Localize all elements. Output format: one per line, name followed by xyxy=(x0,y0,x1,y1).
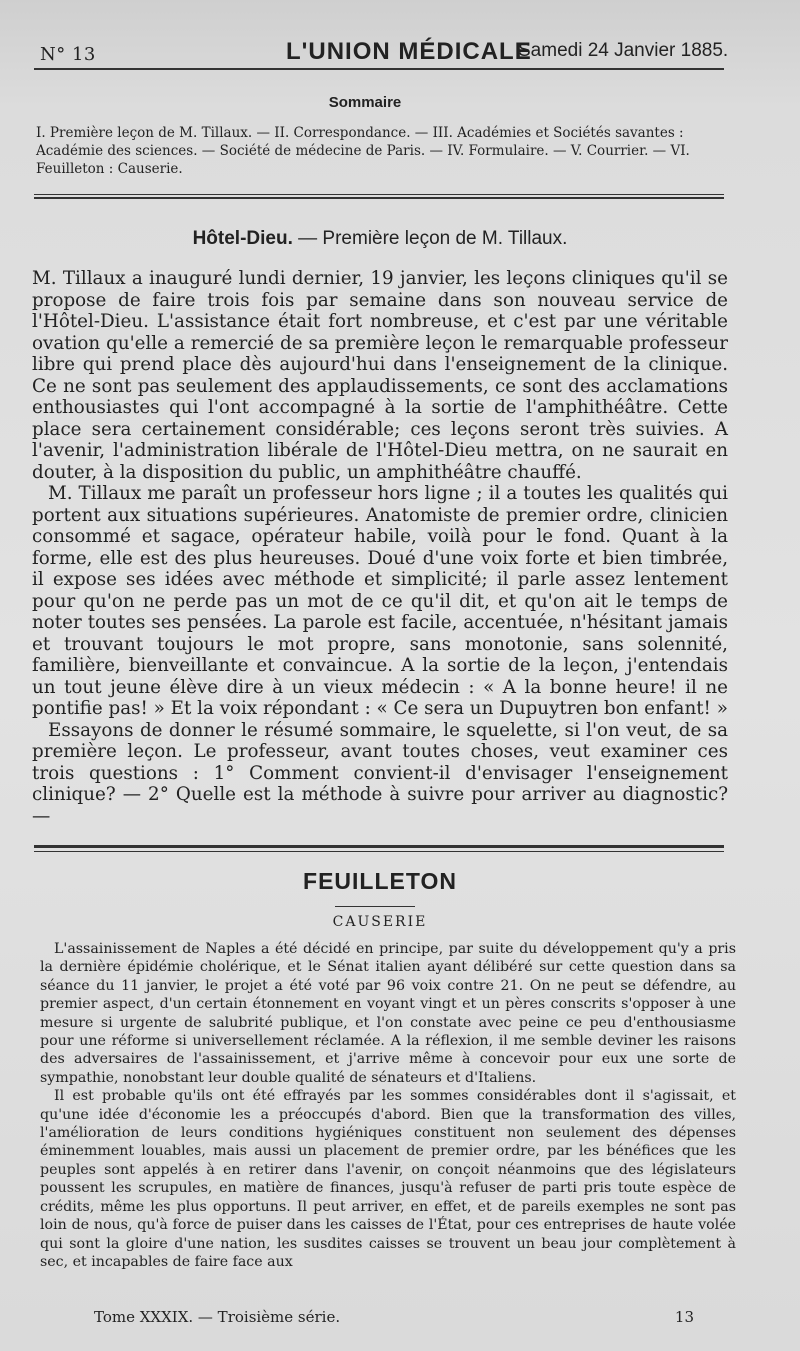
causerie-rule xyxy=(335,906,415,907)
feuilleton-rule-thin xyxy=(34,851,724,852)
article-paragraph: M. Tillaux me paraît un professeur hors ligne ; il a toutes les qualités qui portent aux situations supérieures. Anatomiste de premier ordre, clinicien consommé et sagace, opérateur habile, voilà pour le fond. Quant à la forme, elle est des plus heureuses. Doué d'une voix forte et bien timbrée, il expose ses idées avec méthode et simplicité; il parle assez lentement pour qu'on ne perde pas un mot de ce qu'il dit, et qu'on ait le temps de noter toutes ses pensées. La parole est facile, accentuée, n'hésitant jamais et trouvant toujours le mot propre, sans monotonie, sans solennité, familière, bienveillante et convaincue. A la sortie de la leçon, j'entendais un tout jeune élève dire à un vieux médecin : « A la bonne heure! il ne pontifie pas! » Et la voix répondant : « Ce sera un Dupuytren bon enfant! » xyxy=(32,483,728,719)
feuilleton-paragraph: Il est probable qu'ils ont été effrayés par les sommes considérables dont il s'agissait, et qu'une idée d'économie les a préoccupés d'abord. Bien que la transformation des villes, l'amélioration de leurs conditions hygiéniques constituent non seulement des dépenses éminemment louables, mais aussi un placement de premier ordre, par les bénéfices que les peuples sont appelés à en retirer dans l'avenir, on conçoit néanmoins que des législateurs poussent les scrupules, en matière de finances, jusqu'à refuser de parti pris toute espèce de crédits, même les plus opportuns. Il peut arriver, en effet, et de pareils exemples ne sont pas loin de nous, qu'à force de puiser dans les caisses de l'État, pour ces entreprises de haute volée qui sont la gloire d'une nation, les susdites caisses se trouvent un beau jour complètement à sec, et incapables de faire face aux xyxy=(40,1088,736,1270)
journal-title: L'UNION MÉDICALE xyxy=(286,38,532,65)
summary-text: I. Première leçon de M. Tillaux. — II. Correspondance. — III. Académies et Sociétés savantes : Académie des sciences. — Société de médecine de Paris. — IV. Formulaire. — V. Courrier. — VI. Feuilleton : Causerie. xyxy=(36,125,690,177)
page-number: 13 xyxy=(674,1308,694,1326)
issue-date: Samedi 24 Janvier 1885. xyxy=(518,40,729,61)
feuilleton-subtitle: CAUSERIE xyxy=(332,914,428,930)
page-header xyxy=(30,30,730,70)
article-paragraph: Essayons de donner le résumé sommaire, le squelette, si l'on veut, de sa première leçon. Le professeur, avant toutes choses, veut examiner ces trois questions : 1° Comment convient-il d'envisager l'enseignement clinique? — 2° Quelle est la méthode à suivre pour arriver au diagnostic? — xyxy=(32,719,728,827)
summary-rule-thick xyxy=(34,197,724,199)
article-body xyxy=(32,268,728,827)
issue-number: N° 13 xyxy=(40,44,96,65)
feuilleton-body xyxy=(40,940,736,1271)
header-rule xyxy=(34,68,724,70)
feuilleton-title: FEUILLETON xyxy=(303,868,457,894)
summary-heading: Sommaire xyxy=(328,94,402,111)
article-paragraph: M. Tillaux a inauguré lundi dernier, 19 janvier, les leçons cliniques qu'il se propose de faire trois fois par semaine dans son nouveau service de l'Hôtel-Dieu. L'assistance était fort nombreuse, et c'est par une véritable ovation qu'elle a remercié de sa première leçon le remarquable professeur libre qui prend place dès aujourd'hui dans l'enseignement de la clinique. Ce ne sont pas seulement des applaudissements, ce sont des acclamations enthousiastes qui l'ont accompagné à la sortie de l'amphithéâtre. Cette place sera certainement considérable; ces leçons seront très suivies. A l'avenir, l'administration libérale de l'Hôtel-Dieu mettra, on ne saurait en douter, à la disposition du public, un amphithéâtre chauffé. xyxy=(32,268,728,483)
article-title-place: Hôtel-Dieu. xyxy=(192,228,293,249)
page-footer xyxy=(94,1308,694,1330)
article-title xyxy=(0,228,760,250)
feuilleton-rule-thick xyxy=(34,845,724,848)
feuilleton-paragraph: L'assainissement de Naples a été décidé en principe, par suite du développement qu'y a pris la dernière épidémie cholérique, et le Sénat italien ayant délibéré sur cette question dans sa séance du 11 janvier, le projet a été voté par 96 voix contre 21. On ne peut se défendre, au premier aspect, d'un certain étonnement en voyant vingt et un pères conscrits s'opposer à une mesure si urgente de salubrité publique, et l'on constate avec peine ce peu d'enthousiasme pour une réforme si universellement réclamée. A la réflexion, il me semble deviner les raisons des adversaires de l'assainissement, et j'arrive même à concevoir pour eux une sorte de sympathie, nonobstant leur double qualité de sénateurs et d'Italiens. xyxy=(40,941,736,1086)
summary-rule-thin xyxy=(34,194,724,195)
article-title-rest: — Première leçon de M. Tillaux. xyxy=(298,228,568,249)
volume-label: Tome XXXIX. — Troisième série. xyxy=(94,1308,341,1326)
